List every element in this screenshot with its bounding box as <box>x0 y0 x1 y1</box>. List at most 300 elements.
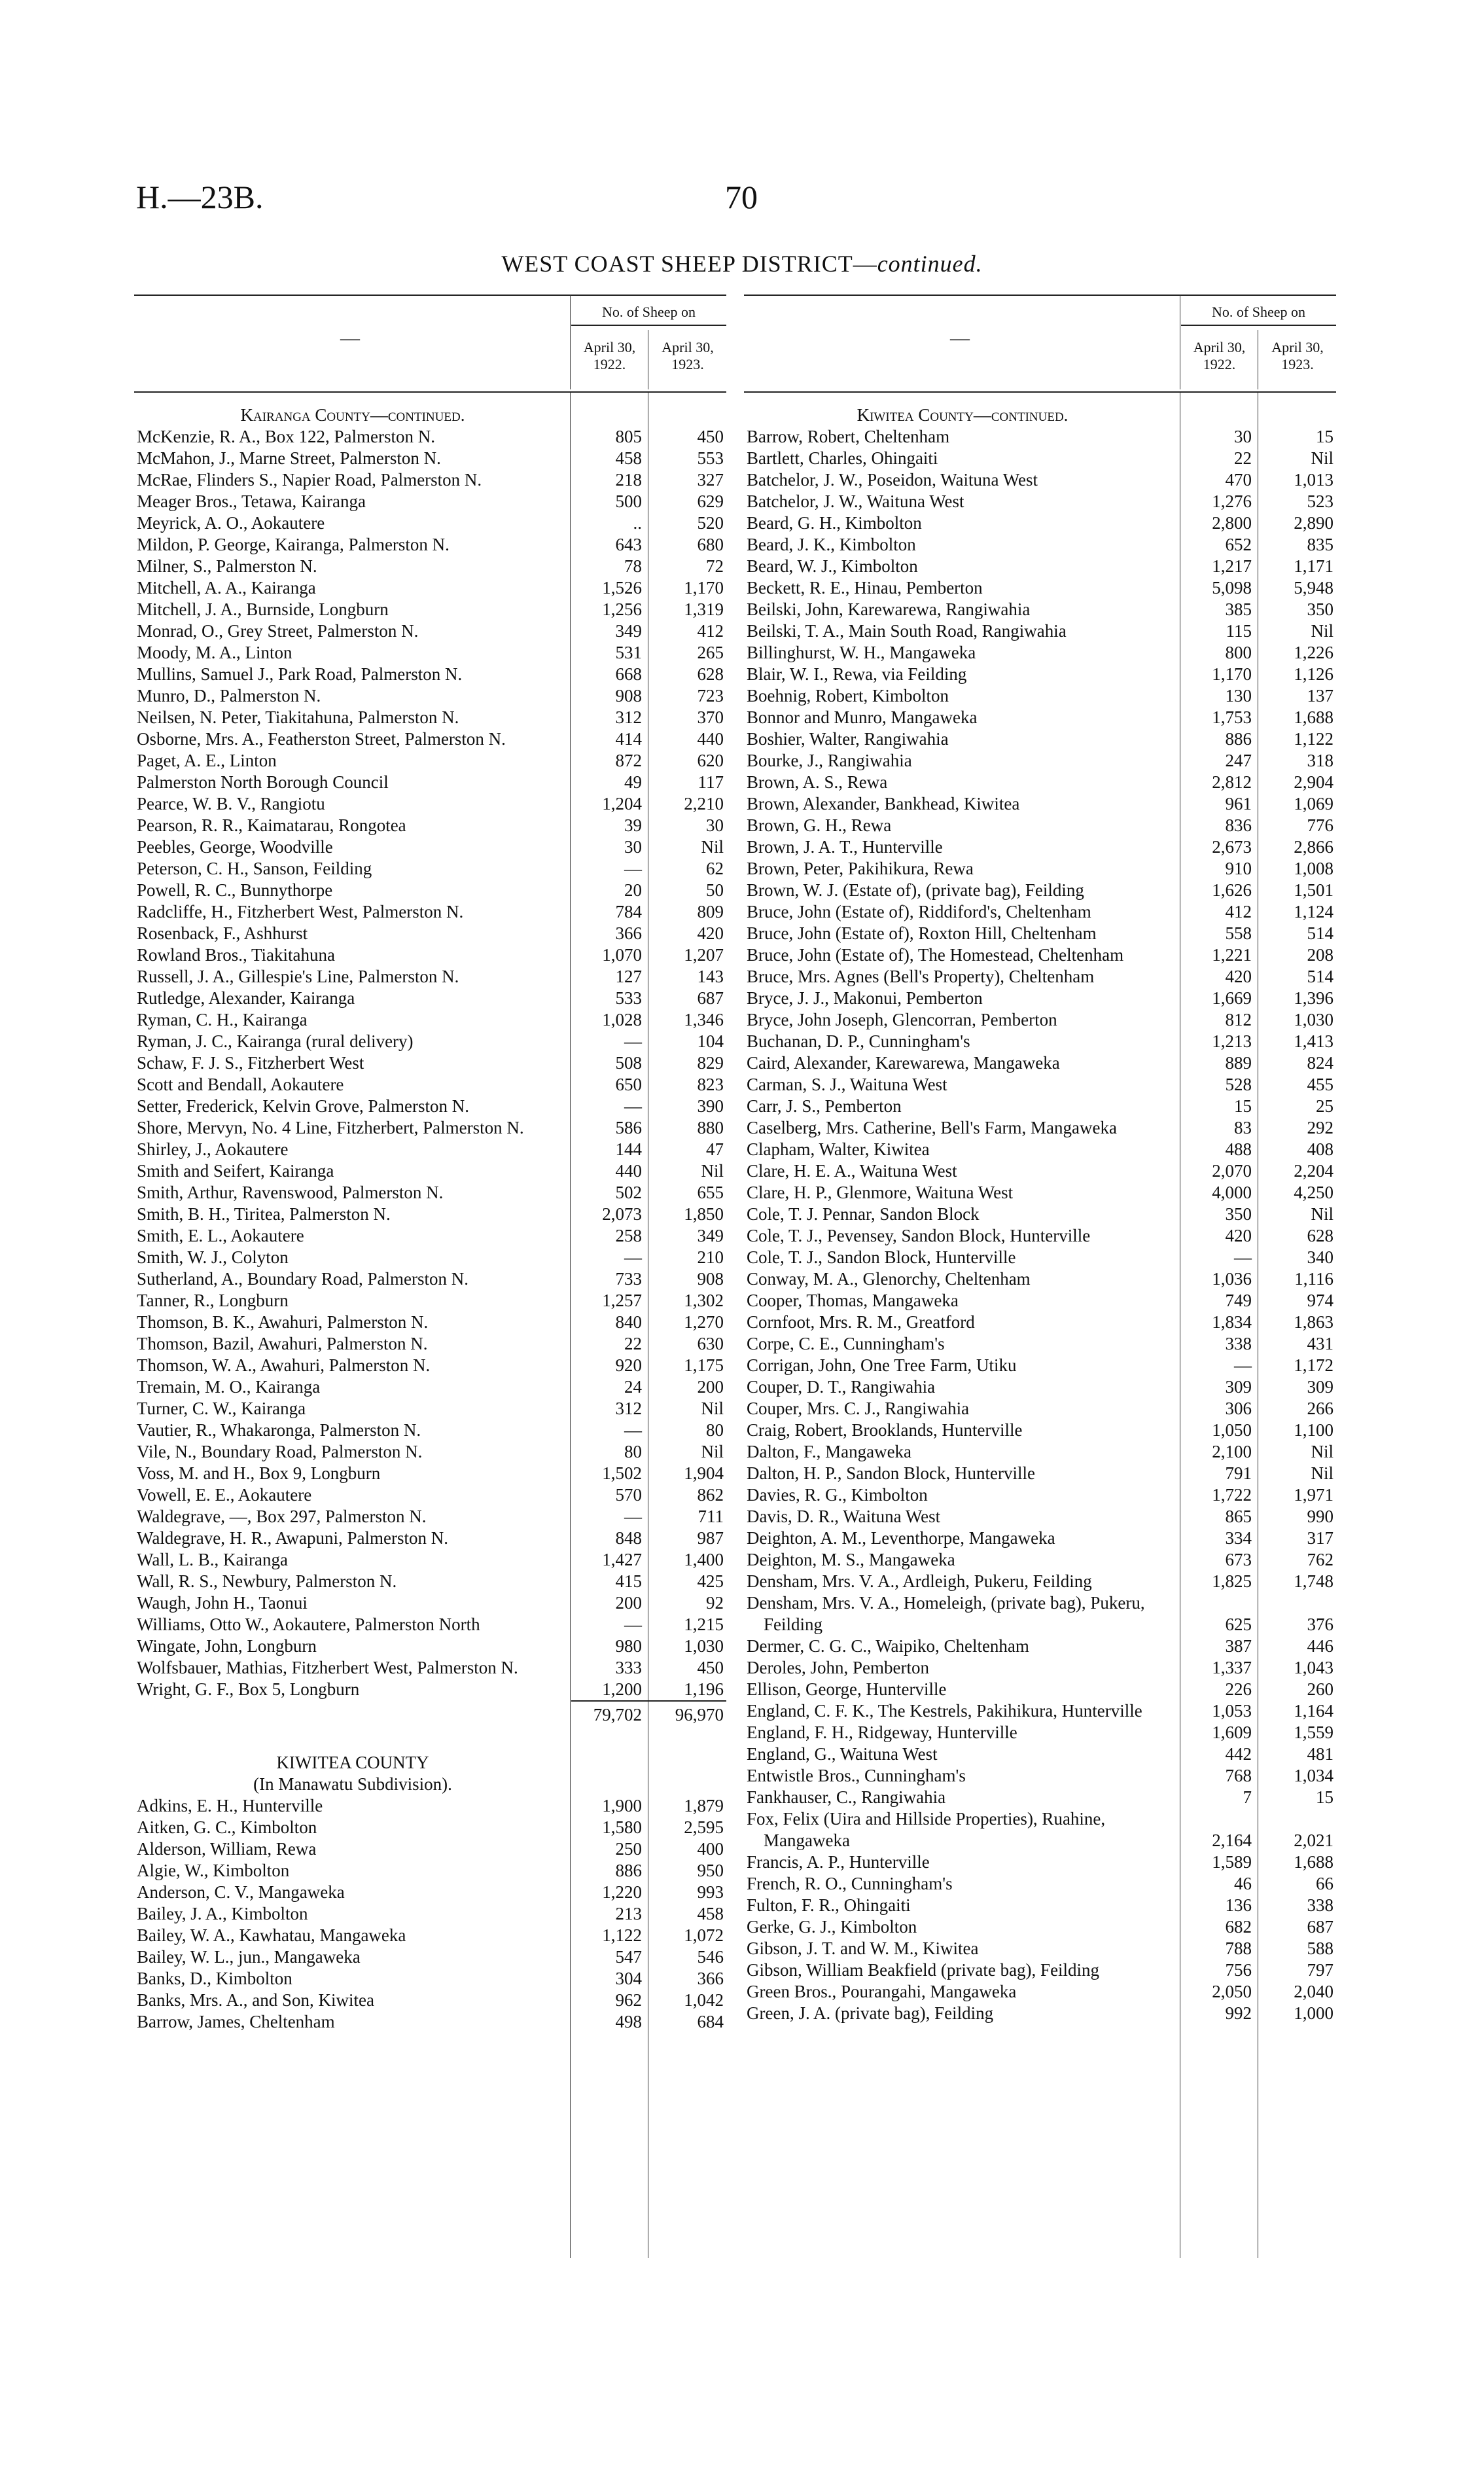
left-table <box>134 404 726 2033</box>
entry-name: Gibson, J. T. and W. M., Kiwitea <box>747 1939 979 1958</box>
sheep-1923: 824 <box>1307 1053 1334 1073</box>
table-row <box>744 858 1336 880</box>
table-row <box>744 426 1336 448</box>
table-row <box>744 642 1336 664</box>
table-row <box>134 1463 726 1484</box>
sheep-1922: 812 <box>1225 1010 1252 1029</box>
table-row <box>134 620 726 642</box>
table-row <box>134 1795 726 1817</box>
sheep-1922: 586 <box>615 1118 642 1137</box>
entry-name: Waugh, John H., Taonui <box>137 1593 308 1613</box>
sheep-1923: 266 <box>1307 1399 1334 1418</box>
sheep-1922: 218 <box>615 470 642 490</box>
sheep-1922: — <box>624 1031 642 1051</box>
header-bottom-rule <box>744 391 1336 393</box>
sheep-1923: 72 <box>706 556 724 576</box>
sheep-1923: 762 <box>1307 1550 1334 1569</box>
entry-name: Tanner, R., Longburn <box>137 1291 289 1310</box>
table-row <box>744 512 1336 534</box>
table-row <box>744 1074 1336 1096</box>
table-row <box>134 1549 726 1571</box>
sheep-1922: 768 <box>1225 1766 1252 1785</box>
sheep-1922: 333 <box>615 1658 642 1677</box>
sheep-1923: 446 <box>1307 1636 1334 1656</box>
entry-name: England, C. F. K., The Kestrels, Pakihikura, Hunterville <box>747 1701 1142 1721</box>
entry-name: Davies, R. G., Kimbolton <box>747 1485 928 1505</box>
total-1922: 79,702 <box>571 1700 648 1726</box>
table-row <box>134 1139 726 1160</box>
sheep-1923: Nil <box>701 1442 724 1461</box>
sheep-1922: 7 <box>1243 1787 1252 1807</box>
table-row <box>134 469 726 491</box>
table-row <box>134 1925 726 1946</box>
sheep-1922: 458 <box>615 448 642 468</box>
entry-name: Bruce, Mrs. Agnes (Bell's Property), Cheltenham <box>747 967 1095 986</box>
entry-name: Palmerston North Borough Council <box>137 772 389 792</box>
sheep-1922: 20 <box>624 880 642 900</box>
sheep-1923: 1,072 <box>684 1925 724 1945</box>
sheep-1923: 25 <box>1316 1096 1334 1116</box>
sheep-1922: 226 <box>1225 1679 1252 1699</box>
sheep-1923: 2,595 <box>684 1817 724 1837</box>
sheep-1923: 2,040 <box>1294 1982 1334 2001</box>
table-row <box>134 1204 726 1225</box>
sheep-1923: 1,172 <box>1294 1355 1334 1375</box>
sheep-1922: 1,256 <box>602 599 642 619</box>
sheep-1922: 836 <box>1225 815 1252 835</box>
sheep-1922: 1,609 <box>1212 1723 1252 1742</box>
table-row <box>134 750 726 772</box>
sheep-1922: 1,580 <box>602 1817 642 1837</box>
sheep-1922: 749 <box>1225 1291 1252 1310</box>
sheep-1923: 776 <box>1307 815 1334 835</box>
sheep-1923: 1,501 <box>1294 880 1334 900</box>
sheep-1922: 1,070 <box>602 945 642 965</box>
sheep-1922: 805 <box>615 427 642 446</box>
sheep-1922: 910 <box>1225 859 1252 878</box>
entry-name: Thomson, W. A., Awahuri, Palmerston N. <box>137 1355 431 1375</box>
table-row <box>744 1441 1336 1463</box>
table-row <box>134 577 726 599</box>
entry-name: Milner, S., Palmerston N. <box>137 556 317 576</box>
sheep-1922: 1,028 <box>602 1010 642 1029</box>
entry-name: Thomson, Bazil, Awahuri, Palmerston N. <box>137 1334 428 1353</box>
sheep-1922: 420 <box>1225 967 1252 986</box>
entry-name: Ryman, J. C., Kairanga (rural delivery) <box>137 1031 414 1051</box>
table-row <box>744 923 1336 944</box>
total-row <box>134 1700 726 1726</box>
sheep-1923: 1,042 <box>684 1990 724 2010</box>
table-row <box>134 1117 726 1139</box>
sheep-1923: 1,000 <box>1294 2003 1334 2023</box>
table-row <box>744 1355 1336 1376</box>
sheep-1923: 1,319 <box>684 599 724 619</box>
sheep-1922: 30 <box>624 837 642 857</box>
sheep-1923: 1,863 <box>1294 1312 1334 1332</box>
sheep-1923: 1,850 <box>684 1204 724 1224</box>
sheep-1922: 531 <box>615 643 642 662</box>
table-row <box>744 1549 1336 1571</box>
table-row <box>134 1990 726 2011</box>
table-row <box>744 1268 1336 1290</box>
table-row <box>134 1182 726 1204</box>
sheep-1922: 756 <box>1225 1960 1252 1980</box>
table-row <box>134 1484 726 1506</box>
sheep-1923: 66 <box>1316 1874 1334 1893</box>
entry-name: Green, J. A. (private bag), Feilding <box>747 2003 994 2023</box>
sheep-1923: Nil <box>1311 621 1334 641</box>
table-row <box>134 1614 726 1635</box>
entry-name: Brown, Alexander, Bankhead, Kiwitea <box>747 794 1020 813</box>
table-row <box>744 944 1336 966</box>
sheep-1922: 508 <box>615 1053 642 1073</box>
entry-name: Cole, T. J. Pennar, Sandon Block <box>747 1204 980 1224</box>
sheep-1923: 450 <box>697 427 724 446</box>
sheep-1922: 1,213 <box>1212 1031 1252 1051</box>
entry-name: Wright, G. F., Box 5, Longburn <box>137 1679 360 1699</box>
sheep-1922: 440 <box>615 1161 642 1181</box>
table-row <box>744 1160 1336 1182</box>
entry-name: Caselberg, Mrs. Catherine, Bell's Farm, Mangaweka <box>747 1118 1117 1137</box>
sheep-1923: Nil <box>1311 1442 1334 1461</box>
sheep-1923: 1,124 <box>1294 902 1334 921</box>
sheep-1922: 2,073 <box>602 1204 642 1224</box>
sheep-1922: 387 <box>1225 1636 1252 1656</box>
sheep-1923: 104 <box>697 1031 724 1051</box>
sheep-1923: 440 <box>697 729 724 749</box>
sheep-1922: 872 <box>615 751 642 770</box>
entry-name: Entwistle Bros., Cunningham's <box>747 1766 966 1785</box>
entry-name: Bryce, J. J., Makonui, Pemberton <box>747 988 983 1008</box>
sheep-1923: 2,204 <box>1294 1161 1334 1181</box>
table-row <box>744 2003 1336 2024</box>
table-row <box>744 1679 1336 1700</box>
table-row <box>134 1376 726 1398</box>
entry-name: Bruce, John (Estate of), Roxton Hill, Cheltenham <box>747 923 1097 943</box>
sheep-1922: 1,589 <box>1212 1852 1252 1872</box>
entry-name: Vile, N., Boundary Road, Palmerston N. <box>137 1442 423 1461</box>
entry-name: Moody, M. A., Linton <box>137 643 292 662</box>
sheep-1923: 711 <box>698 1507 724 1526</box>
sheep-1922: 920 <box>615 1355 642 1375</box>
sheep-1923: 546 <box>697 1947 724 1967</box>
entry-name: Beard, J. K., Kimbolton <box>747 535 916 554</box>
sheep-1923: 993 <box>697 1882 724 1902</box>
sheep-1922: 528 <box>1225 1075 1252 1094</box>
april-1923-header: April 30, 1923. <box>1271 339 1324 372</box>
table-row <box>744 685 1336 707</box>
sheep-1923: 390 <box>697 1096 724 1116</box>
sheep-1922: 247 <box>1225 751 1252 770</box>
april-1922-header: April 30, 1922. <box>583 339 636 372</box>
sheep-1923: 137 <box>1307 686 1334 706</box>
table-row <box>134 1160 726 1182</box>
entry-name: Rosenback, F., Ashhurst <box>137 923 308 943</box>
sheep-1922: 312 <box>615 1399 642 1418</box>
entry-name: Conway, M. A., Glenorchy, Cheltenham <box>747 1269 1031 1289</box>
april-1922-header: April 30, 1922. <box>1193 339 1246 372</box>
entry-name: Paget, A. E., Linton <box>137 751 277 770</box>
entry-name: Craig, Robert, Brooklands, Hunterville <box>747 1420 1023 1440</box>
table-row <box>744 901 1336 923</box>
entry-name: Thomson, B. K., Awahuri, Palmerston N. <box>137 1312 429 1332</box>
entry-name: Rutledge, Alexander, Kairanga <box>137 988 355 1008</box>
sheep-1923: 92 <box>706 1593 724 1613</box>
table-row <box>134 1838 726 1860</box>
sheep-1923: 2,890 <box>1294 513 1334 533</box>
entry-name: Scott and Bendall, Aokautere <box>137 1075 344 1094</box>
entry-name: Bailey, W. L., jun., Mangaweka <box>137 1947 361 1967</box>
sheep-1923: Nil <box>1311 1463 1334 1483</box>
entry-name: McMahon, J., Marne Street, Palmerston N. <box>137 448 441 468</box>
sheep-1922: 144 <box>615 1139 642 1159</box>
table-row <box>744 1722 1336 1743</box>
entry-name: Williams, Otto W., Aokautere, Palmerston North <box>137 1615 480 1634</box>
entry-name: Adkins, E. H., Hunterville <box>137 1796 323 1815</box>
sheep-1922: 115 <box>1226 621 1252 641</box>
sheep-count-header: No. of Sheep on <box>602 304 696 320</box>
sheep-1923: 425 <box>697 1571 724 1591</box>
table-row <box>744 577 1336 599</box>
table-row <box>744 1312 1336 1333</box>
table-row <box>744 1765 1336 1787</box>
sheep-1923: 366 <box>697 1969 724 1988</box>
sheep-1922: 643 <box>615 535 642 554</box>
table-row <box>134 1333 726 1355</box>
sheep-1923: 1,013 <box>1294 470 1334 490</box>
table-row <box>134 1441 726 1463</box>
sheep-1922: 1,427 <box>602 1550 642 1569</box>
table-row <box>744 1851 1336 1873</box>
sheep-1923: 553 <box>697 448 724 468</box>
table-row <box>744 556 1336 577</box>
table-row <box>744 1506 1336 1528</box>
sheep-1923: 370 <box>697 707 724 727</box>
sheep-1923: 680 <box>697 535 724 554</box>
april-1923-header: April 30, 1923. <box>662 339 714 372</box>
name-column-header: — <box>340 327 360 349</box>
sheep-1922: 309 <box>1225 1377 1252 1397</box>
table-row <box>744 1873 1336 1895</box>
sheep-1922: 1,050 <box>1212 1420 1252 1440</box>
entry-name: Bourke, J., Rangiwahia <box>747 751 912 770</box>
sheep-1923: 1,396 <box>1294 988 1334 1008</box>
page-title <box>0 250 1484 277</box>
sheep-1923: 412 <box>697 621 724 641</box>
sheep-1923: 523 <box>1307 491 1334 511</box>
entry-name: Radcliffe, H., Fitzherbert West, Palmerston N. <box>137 902 464 921</box>
table-row <box>134 1635 726 1657</box>
sheep-1922: 136 <box>1225 1895 1252 1915</box>
entry-name: Meager Bros., Tetawa, Kairanga <box>137 491 366 511</box>
header-bottom-rule <box>134 391 726 393</box>
entry-name: Wall, R. S., Newbury, Palmerston N. <box>137 1571 397 1591</box>
entry-name: Bruce, John (Estate of), Riddiford's, Cheltenham <box>747 902 1091 921</box>
sheep-1923: 1,413 <box>1294 1031 1334 1051</box>
sheep-1923: 450 <box>697 1658 724 1677</box>
sheep-1923: 1,196 <box>684 1679 724 1699</box>
sheep-1922: 414 <box>615 729 642 749</box>
entry-name: Billinghurst, W. H., Mangaweka <box>747 643 976 662</box>
entry-name: Smith, W. J., Colyton <box>137 1247 289 1267</box>
entry-name: Neilsen, N. Peter, Tiakitahuna, Palmerston N. <box>137 707 459 727</box>
entry-name: Cornfoot, Mrs. R. M., Greatford <box>747 1312 975 1332</box>
table-row <box>744 1592 1336 1635</box>
table-row <box>134 728 726 750</box>
entry-name: Blair, W. I., Rewa, via Feilding <box>747 664 967 684</box>
entry-name: Bryce, John Joseph, Glencorran, Pemberton <box>747 1010 1057 1029</box>
table-row <box>744 1808 1336 1851</box>
entry-name: Powell, R. C., Bunnythorpe <box>137 880 333 900</box>
entry-name: Pearce, W. B. V., Rangiotu <box>137 794 325 813</box>
entry-name: Bruce, John (Estate of), The Homestead, Cheltenham <box>747 945 1124 965</box>
table-row <box>134 836 726 858</box>
sheep-1922: 1,217 <box>1212 556 1252 576</box>
sheep-1922: 1,669 <box>1212 988 1252 1008</box>
sheep-1923: 1,904 <box>684 1463 724 1483</box>
table-row <box>744 448 1336 469</box>
sheep-1923: 62 <box>706 859 724 878</box>
sheep-1922: 1,722 <box>1212 1485 1252 1505</box>
sheep-1922: 385 <box>1225 599 1252 619</box>
sheep-1923: 2,210 <box>684 794 724 813</box>
sheep-1923: 1,270 <box>684 1312 724 1332</box>
sheep-1923: 687 <box>1307 1917 1334 1937</box>
table-row <box>134 1528 726 1549</box>
sheep-1922: 349 <box>615 621 642 641</box>
table-row <box>744 1182 1336 1204</box>
entry-name: Batchelor, J. W., Poseidon, Waituna West <box>747 470 1038 490</box>
table-row <box>134 1882 726 1903</box>
sheep-1922: 570 <box>615 1485 642 1505</box>
sheep-1922: 2,050 <box>1212 1982 1252 2001</box>
entry-name: Ellison, George, Hunterville <box>747 1679 947 1699</box>
entry-name: Densham, Mrs. V. A., Homeleigh, (private bag), Pukeru, Feilding <box>747 1593 1145 1634</box>
sheep-1923: 829 <box>697 1053 724 1073</box>
entry-name: Buchanan, D. P., Cunningham's <box>747 1031 970 1051</box>
sheep-1922: 1,526 <box>602 578 642 598</box>
sheep-1922: 200 <box>615 1593 642 1613</box>
entry-name: Monrad, O., Grey Street, Palmerston N. <box>137 621 419 641</box>
table-row <box>134 1312 726 1333</box>
sheep-1922: — <box>624 1247 642 1267</box>
table-row <box>744 1635 1336 1657</box>
table-row <box>744 664 1336 685</box>
sheep-1923: 1,008 <box>1294 859 1334 878</box>
table-row <box>134 944 726 966</box>
table-row <box>744 1981 1336 2003</box>
sheep-1923: 835 <box>1307 535 1334 554</box>
sheep-1923: 265 <box>697 643 724 662</box>
sheep-1923: 520 <box>697 513 724 533</box>
entry-name: Wingate, John, Longburn <box>137 1636 317 1656</box>
sheep-1923: 1,688 <box>1294 1852 1334 1872</box>
sheep-1923: 4,250 <box>1294 1183 1334 1202</box>
table-row <box>744 1398 1336 1420</box>
sheep-1922: 800 <box>1225 643 1252 662</box>
sheep-1923: 620 <box>697 751 724 770</box>
sheep-1923: 260 <box>1307 1679 1334 1699</box>
sheep-1922: 1,626 <box>1212 880 1252 900</box>
entry-name: Aitken, G. C., Kimbolton <box>137 1817 317 1837</box>
sheep-1922: 1,900 <box>602 1796 642 1815</box>
sheep-1922: 49 <box>624 772 642 792</box>
sheep-1922: 1,221 <box>1212 945 1252 965</box>
sheep-1923: 1,175 <box>684 1355 724 1375</box>
sheep-1922: 24 <box>624 1377 642 1397</box>
sheep-1923: 588 <box>1307 1939 1334 1958</box>
sheep-1922: 498 <box>615 2012 642 2031</box>
sheep-1923: 1,030 <box>684 1636 724 1656</box>
sheep-1922: 366 <box>615 923 642 943</box>
entry-name: England, F. H., Ridgeway, Hunterville <box>747 1723 1017 1742</box>
entry-name: Clare, H. E. A., Waituna West <box>747 1161 957 1181</box>
sheep-1923: 1,170 <box>684 578 724 598</box>
sheep-1922: 338 <box>1225 1334 1252 1353</box>
sheep-1922: 865 <box>1225 1507 1252 1526</box>
entry-name: Ryman, C. H., Kairanga <box>137 1010 308 1029</box>
section-heading: Kiwitea County—continued. <box>857 405 1069 425</box>
table-row <box>134 1052 726 1074</box>
sheep-1923: 80 <box>706 1420 724 1440</box>
entry-name: Deroles, John, Pemberton <box>747 1658 929 1677</box>
sheep-1923: 349 <box>697 1226 724 1245</box>
right-column <box>744 295 1336 2271</box>
table-row <box>744 1700 1336 1722</box>
sheep-1922: 2,673 <box>1212 837 1252 857</box>
sheep-1923: 687 <box>697 988 724 1008</box>
sheep-1922: 992 <box>1225 2003 1252 2023</box>
entry-name: Carr, J. S., Pemberton <box>747 1096 902 1116</box>
entry-name: Brown, A. S., Rewa <box>747 772 888 792</box>
table-row <box>134 880 726 901</box>
sheep-1922: 1,220 <box>602 1882 642 1902</box>
header-rule <box>1181 325 1336 326</box>
sheep-1922: 1,502 <box>602 1463 642 1483</box>
table-row <box>744 534 1336 556</box>
sheep-1922: 502 <box>615 1183 642 1202</box>
sheep-1922: 2,070 <box>1212 1161 1252 1181</box>
entry-name: Green Bros., Pourangahi, Mangaweka <box>747 1982 1017 2001</box>
sheep-1923: 514 <box>1307 923 1334 943</box>
entry-name: Peebles, George, Woodville <box>137 837 333 857</box>
sheep-1923: 431 <box>1307 1334 1334 1353</box>
sheep-1922: 558 <box>1225 923 1252 943</box>
entry-name: Gerke, G. J., Kimbolton <box>747 1917 917 1937</box>
table-row <box>744 1895 1336 1916</box>
entry-name: Banks, D., Kimbolton <box>137 1969 292 1988</box>
sheep-1923: 809 <box>697 902 724 921</box>
sheep-1923: 950 <box>697 1861 724 1880</box>
sheep-1922: 1,337 <box>1212 1658 1252 1677</box>
table-row <box>134 1074 726 1096</box>
sheep-1922: 78 <box>624 556 642 576</box>
sheep-1922: 1,834 <box>1212 1312 1252 1332</box>
column-divider <box>570 295 571 389</box>
sheep-1923: 974 <box>1307 1291 1334 1310</box>
sheep-1922: 258 <box>615 1226 642 1245</box>
table-row <box>134 1225 726 1247</box>
table-row <box>134 1096 726 1117</box>
sheep-1923: 723 <box>697 686 724 706</box>
table-row <box>744 1528 1336 1549</box>
sheep-1922: 650 <box>615 1075 642 1094</box>
sheep-1923: 1,748 <box>1294 1571 1334 1591</box>
sheep-1923: 458 <box>697 1904 724 1923</box>
entry-name: Carman, S. J., Waituna West <box>747 1075 947 1094</box>
sheep-1922: 470 <box>1225 470 1252 490</box>
table-row <box>744 1247 1336 1268</box>
